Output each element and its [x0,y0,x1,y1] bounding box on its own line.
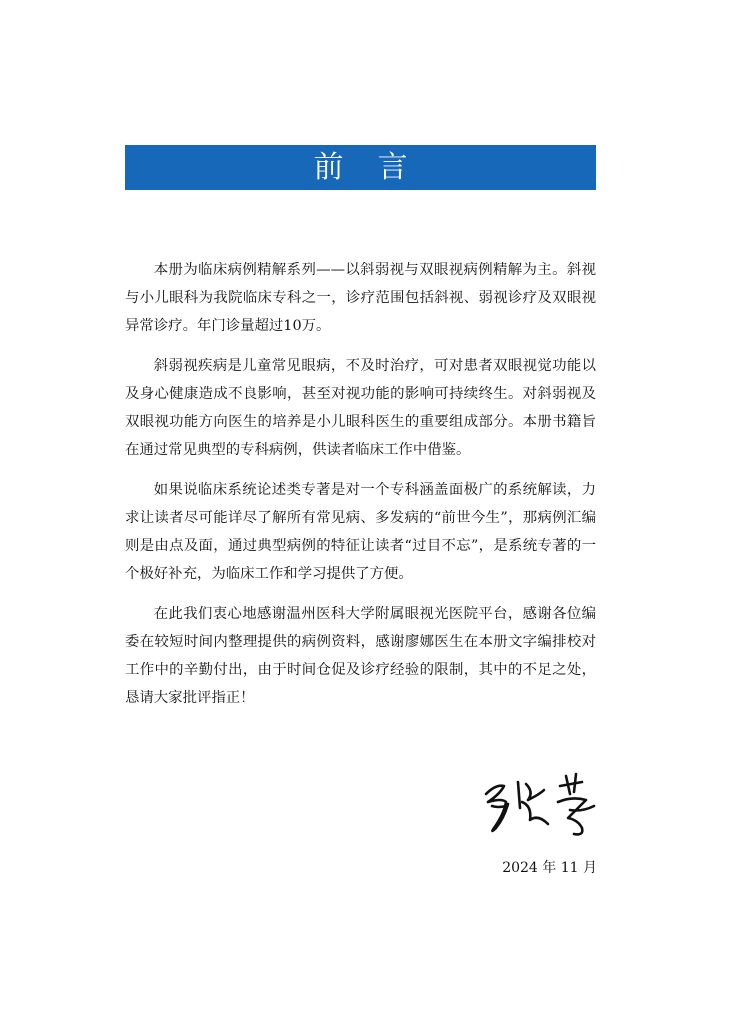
handwritten-signature [478,762,608,842]
date-line: 2024 年 11 月 [502,860,597,876]
paragraph: 如果说临床系统论述类专著是对一个专科涵盖面极广的系统解读，力求让读者尽可能详尽了解所有常见病、多发病的“前世今生”，那病例汇编则是由点及面，通过典型病例的特征让读者“过目不忘”，是系统专著的一个极好补充，为临床工作和学习提供了方便。 [125,482,596,582]
page-title: 前言 [313,150,442,185]
paragraph: 斜弱视疾病是儿童常见眼病，不及时治疗，可对患者双眼视觉功能以及身心健康造成不良影响，甚至对视功能的影响可持续终生。对斜弱视及双眼视功能方向医生的培养是小儿眼科医生的重要组成部分。本册书籍旨在通过常见典型的专科病例，供读者临床工作中借鉴。 [125,358,596,458]
paragraph: 在此我们衷心地感谢温州医科大学附属眼视光医院平台，感谢各位编委在较短时间内整理提供的病例资料，感谢廖娜医生在本册文字编排校对工作中的辛勤付出，由于时间仓促及诊疗经验的限制，其中的不足之处，恳请大家批评指正！ [125,606,596,706]
paragraph: 本册为临床病例精解系列——以斜弱视与双眼视病例精解为主。斜视与小儿眼科为我院临床专科之一，诊疗范围包括斜视、弱视诊疗及双眼视异常诊疗。年门诊量超过10万。 [125,262,596,334]
title-banner [125,145,596,190]
preface-body [125,256,596,724]
